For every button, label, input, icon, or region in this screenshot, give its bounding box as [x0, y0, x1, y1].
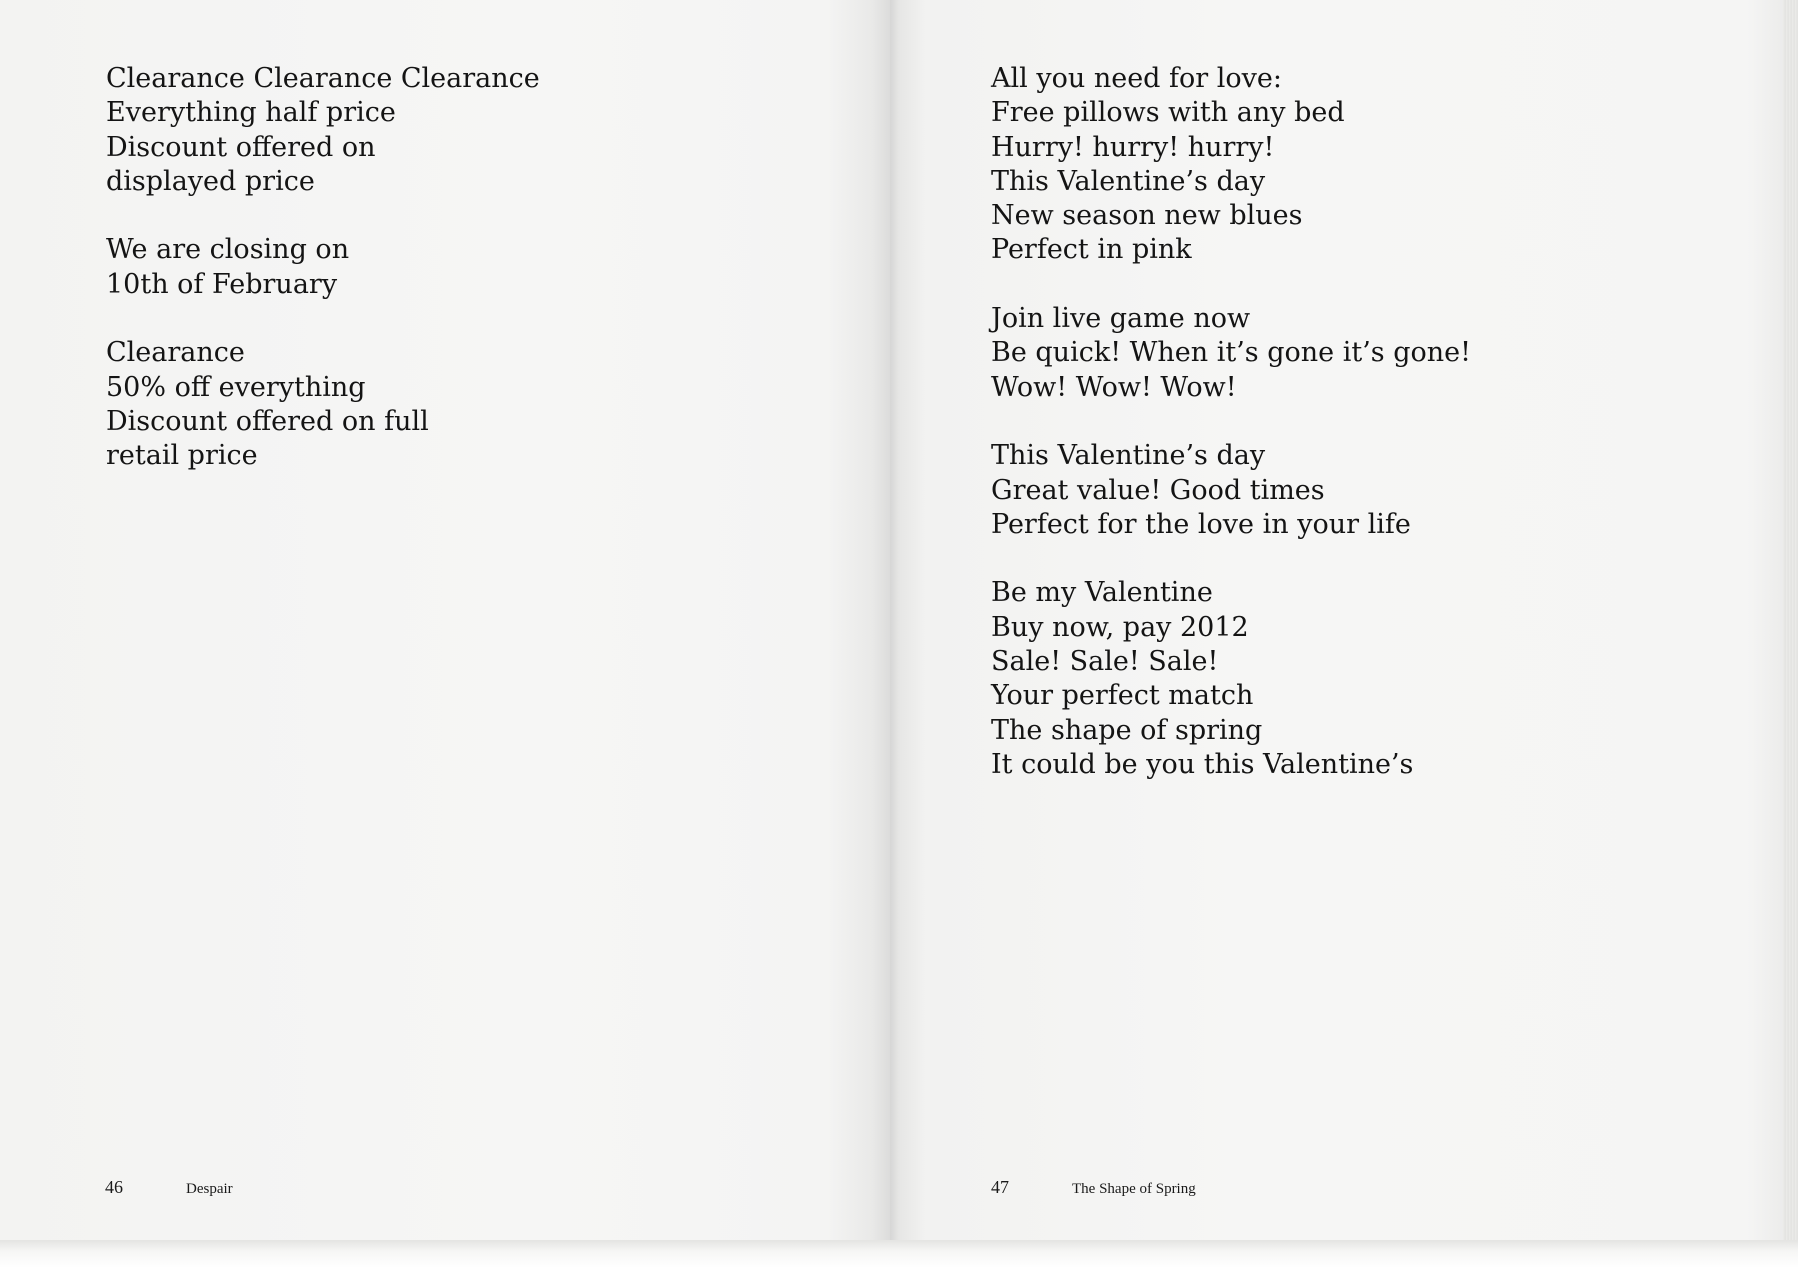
poem-line: This Valentine’s day — [991, 440, 1266, 472]
poem-line: Clearance Clearance Clearance — [106, 63, 540, 94]
poem-line: Perfect in pink — [991, 234, 1192, 266]
right-page-poem — [991, 62, 1471, 817]
poem-line: Perfect for the love in your life — [991, 508, 1411, 540]
poem-line: 10th of February — [106, 268, 338, 300]
stanza — [991, 62, 1471, 268]
poem-line: Everything half price — [106, 97, 396, 129]
poem-line: Free pillows with any bed — [991, 97, 1345, 129]
stanza — [106, 336, 540, 473]
poem-line: New season new blues — [991, 200, 1303, 232]
page-edge — [1783, 0, 1798, 1240]
poem-line: The shape of spring — [991, 714, 1263, 746]
poem-line: Be my Valentine — [991, 577, 1213, 609]
stanza — [991, 302, 1471, 405]
poem-line: Clearance — [106, 337, 245, 369]
poem-line: Hurry! hurry! hurry! — [991, 131, 1275, 163]
poem-line: Discount offered on — [106, 131, 376, 163]
stanza — [106, 233, 540, 302]
poem-line: This Valentine’s day — [991, 165, 1266, 197]
left-page — [0, 0, 890, 1242]
poem-line: Sale! Sale! Sale! — [991, 646, 1219, 678]
page-number: 46 — [105, 1177, 123, 1197]
book-shadow — [0, 1240, 1798, 1268]
stanza — [991, 576, 1471, 782]
poem-line: Great value! Good times — [991, 474, 1325, 506]
poem-line: Join live game now — [991, 303, 1251, 335]
page-number: 47 — [991, 1177, 1009, 1197]
poem-line: displayed price — [106, 165, 315, 197]
stanza — [106, 62, 540, 199]
stanza — [991, 439, 1471, 542]
poem-line: Be quick! When it’s gone it’s gone! — [991, 337, 1471, 369]
poem-line: Buy now, pay 2012 — [991, 611, 1249, 643]
running-title: Despair — [186, 1181, 233, 1197]
poem-line: Your perfect match — [991, 680, 1254, 712]
poem-line: It could be you this Valentine’s — [991, 748, 1414, 780]
poem-line: All you need for love: — [991, 63, 1283, 94]
right-page — [890, 0, 1783, 1242]
poem-line: We are closing on — [106, 234, 350, 266]
poem-line: 50% off everything — [106, 371, 366, 403]
running-title: The Shape of Spring — [1072, 1181, 1196, 1197]
poem-line: Discount offered on full — [106, 405, 429, 437]
poem-line: Wow! Wow! Wow! — [991, 371, 1237, 403]
poem-line: retail price — [106, 440, 258, 472]
left-page-poem — [106, 62, 540, 508]
